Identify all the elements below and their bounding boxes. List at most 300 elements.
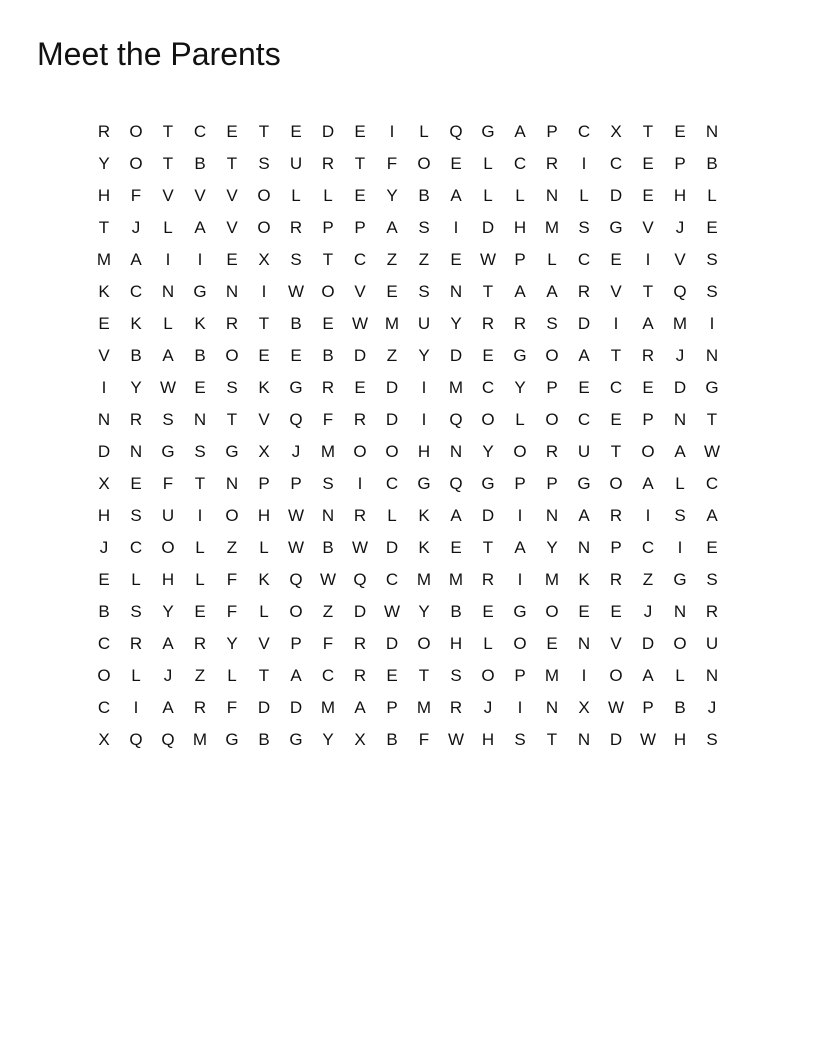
grid-letter: D — [97, 441, 111, 461]
grid-letter: D — [353, 601, 367, 621]
grid-letter: Z — [386, 345, 398, 365]
grid-letter: E — [642, 153, 654, 173]
grid-letter: Q — [353, 569, 367, 589]
grid-letter: A — [450, 185, 462, 205]
grid-letter: D — [577, 313, 591, 333]
grid-letter: X — [258, 249, 270, 269]
grid-letter: N — [449, 441, 463, 461]
grid-letter: C — [641, 537, 655, 557]
grid-letter: C — [353, 249, 367, 269]
grid-letter: M — [416, 697, 432, 717]
grid-letter: M — [416, 569, 432, 589]
grid-letter: F — [226, 697, 238, 717]
grid-letter: Y — [98, 153, 110, 173]
grid-letter: G — [481, 121, 495, 141]
grid-letter: E — [386, 281, 398, 301]
grid-letter: J — [675, 345, 685, 365]
grid-letter: C — [481, 377, 495, 397]
grid-letter: N — [225, 473, 239, 493]
grid-letter: N — [705, 121, 719, 141]
grid-letter: W — [447, 729, 465, 749]
grid-letter: E — [450, 537, 462, 557]
grid-letter: N — [545, 185, 559, 205]
grid-letter: R — [353, 505, 367, 525]
grid-letter: I — [133, 697, 139, 717]
grid-letter: D — [257, 697, 271, 717]
grid-letter: G — [225, 729, 239, 749]
grid-letter: O — [257, 217, 271, 237]
grid-letter: W — [607, 697, 625, 717]
grid-letter: W — [287, 505, 305, 525]
grid-letter: Q — [289, 569, 303, 589]
grid-letter: I — [645, 249, 651, 269]
grid-letter: C — [577, 409, 591, 429]
grid-letter: B — [290, 313, 302, 333]
grid-letter: Y — [162, 601, 174, 621]
grid-letter: I — [581, 665, 587, 685]
grid-letter: A — [642, 313, 654, 333]
grid-letter: G — [577, 473, 591, 493]
grid-letter: R — [609, 569, 623, 589]
grid-letter: X — [98, 473, 110, 493]
grid-letter: N — [449, 281, 463, 301]
grid-letter: L — [195, 537, 205, 557]
grid-letter: E — [482, 345, 494, 365]
grid-letter: L — [227, 665, 237, 685]
grid-letter: B — [386, 729, 398, 749]
grid-letter: T — [610, 345, 622, 365]
grid-letter: E — [194, 601, 206, 621]
grid-letter: O — [289, 601, 303, 621]
grid-letter: U — [705, 633, 719, 653]
grid-letter: A — [386, 217, 398, 237]
grid-letter: I — [197, 249, 203, 269]
grid-letter: E — [610, 601, 622, 621]
grid-letter: D — [385, 633, 399, 653]
grid-letter: V — [610, 633, 622, 653]
grid-letter: M — [544, 569, 560, 589]
grid-letter: H — [161, 569, 175, 589]
grid-letter: O — [481, 409, 495, 429]
grid-letter: A — [450, 505, 462, 525]
grid-letter: J — [675, 217, 685, 237]
grid-letter: W — [159, 377, 177, 397]
grid-letter: D — [609, 729, 623, 749]
grid-letter: C — [129, 537, 143, 557]
grid-letter: O — [545, 409, 559, 429]
grid-letter: K — [98, 281, 110, 301]
grid-letter: T — [642, 121, 654, 141]
grid-letter: L — [163, 313, 173, 333]
grid-letter: C — [385, 473, 399, 493]
grid-letter: N — [577, 537, 591, 557]
grid-letter: U — [417, 313, 431, 333]
grid-letter: I — [613, 313, 619, 333]
grid-letter: J — [291, 441, 301, 461]
grid-letter: Y — [418, 601, 430, 621]
grid-letter: X — [578, 697, 590, 717]
grid-letter: O — [385, 441, 399, 461]
grid-letter: T — [354, 153, 366, 173]
grid-letter: I — [165, 249, 171, 269]
grid-letter: A — [514, 281, 526, 301]
grid-letter: A — [162, 345, 174, 365]
grid-letter: D — [481, 505, 495, 525]
grid-letter: J — [99, 537, 109, 557]
grid-letter: D — [353, 345, 367, 365]
grid-letter: P — [514, 473, 526, 493]
grid-letter: O — [513, 633, 527, 653]
grid-letter: C — [321, 665, 335, 685]
grid-letter: N — [705, 345, 719, 365]
grid-letter: B — [130, 345, 142, 365]
grid-letter: O — [673, 633, 687, 653]
grid-letter: R — [609, 505, 623, 525]
grid-letter: T — [162, 121, 174, 141]
grid-letter: L — [483, 185, 493, 205]
grid-letter: T — [546, 729, 558, 749]
grid-letter: T — [418, 665, 430, 685]
grid-letter: W — [479, 249, 497, 269]
grid-letter: E — [354, 121, 366, 141]
grid-letter: P — [546, 377, 558, 397]
grid-letter: O — [481, 665, 495, 685]
grid-letter: L — [675, 473, 685, 493]
grid-letter: I — [197, 505, 203, 525]
grid-letter: A — [290, 665, 302, 685]
grid-letter: B — [98, 601, 110, 621]
grid-letter: S — [258, 153, 270, 173]
grid-letter: D — [385, 377, 399, 397]
grid-letter: R — [353, 409, 367, 429]
grid-letter: T — [258, 313, 270, 333]
grid-letter: I — [389, 121, 395, 141]
grid-letter: P — [354, 217, 366, 237]
grid-letter: G — [481, 473, 495, 493]
grid-letter: L — [515, 409, 525, 429]
grid-letter: E — [322, 313, 334, 333]
grid-letter: V — [194, 185, 206, 205]
grid-letter: I — [261, 281, 267, 301]
grid-letter: G — [193, 281, 207, 301]
grid-letter: P — [546, 121, 558, 141]
grid-letter: A — [162, 633, 174, 653]
grid-letter: R — [289, 217, 303, 237]
grid-letter: P — [674, 153, 686, 173]
grid-letter: L — [195, 569, 205, 589]
grid-letter: N — [673, 601, 687, 621]
grid-letter: F — [226, 569, 238, 589]
grid-letter: R — [545, 441, 559, 461]
grid-letter: O — [225, 505, 239, 525]
grid-letter: R — [545, 153, 559, 173]
grid-letter: C — [385, 569, 399, 589]
page-title: Meet the Parents — [37, 36, 281, 72]
grid-letter: G — [161, 441, 175, 461]
grid-letter: E — [578, 601, 590, 621]
grid-letter: D — [321, 121, 335, 141]
grid-letter: S — [130, 505, 142, 525]
grid-letter: V — [226, 217, 238, 237]
grid-letter: L — [515, 185, 525, 205]
grid-letter: R — [97, 121, 111, 141]
grid-letter: O — [353, 441, 367, 461]
grid-letter: L — [707, 185, 717, 205]
grid-letter: A — [162, 697, 174, 717]
grid-letter: S — [546, 313, 558, 333]
grid-letter: H — [449, 633, 463, 653]
grid-letter: F — [418, 729, 430, 749]
grid-letter: F — [386, 153, 398, 173]
grid-letter: P — [642, 409, 654, 429]
grid-letter: I — [101, 377, 107, 397]
grid-letter: V — [258, 633, 270, 653]
grid-letter: R — [225, 313, 239, 333]
grid-letter: C — [97, 697, 111, 717]
grid-letter: Q — [161, 729, 175, 749]
grid-letter: S — [322, 473, 334, 493]
grid-letter: G — [513, 345, 527, 365]
grid-letter: B — [322, 345, 334, 365]
grid-letter: L — [163, 217, 173, 237]
grid-letter: R — [129, 409, 143, 429]
grid-letter: M — [672, 313, 688, 333]
grid-letter: S — [226, 377, 238, 397]
grid-letter: N — [193, 409, 207, 429]
grid-letter: L — [131, 569, 141, 589]
grid-letter: L — [259, 601, 269, 621]
grid-letter: L — [323, 185, 333, 205]
grid-letter: J — [131, 217, 141, 237]
grid-letter: A — [130, 249, 142, 269]
grid-letter: N — [545, 697, 559, 717]
grid-letter: A — [546, 281, 558, 301]
grid-letter: B — [322, 537, 334, 557]
grid-letter: C — [705, 473, 719, 493]
grid-letter: I — [581, 153, 587, 173]
grid-letter: E — [354, 377, 366, 397]
grid-letter: K — [578, 569, 590, 589]
grid-letter: G — [417, 473, 431, 493]
grid-letter: W — [287, 281, 305, 301]
grid-letter: I — [517, 505, 523, 525]
grid-letter: U — [161, 505, 175, 525]
grid-letter: R — [353, 633, 367, 653]
grid-letter: O — [129, 153, 143, 173]
grid-letter: N — [97, 409, 111, 429]
grid-letter: T — [258, 665, 270, 685]
grid-letter: N — [673, 409, 687, 429]
grid-letter: T — [482, 281, 494, 301]
grid-letter: O — [417, 153, 431, 173]
grid-letter: H — [97, 505, 111, 525]
grid-letter: N — [577, 729, 591, 749]
grid-letter: P — [290, 633, 302, 653]
grid-letter: W — [703, 441, 721, 461]
grid-letter: O — [417, 633, 431, 653]
grid-letter: C — [577, 121, 591, 141]
grid-letter: H — [417, 441, 431, 461]
grid-letter: R — [193, 633, 207, 653]
grid-letter: E — [258, 345, 270, 365]
grid-letter: Z — [418, 249, 430, 269]
grid-letter: R — [321, 153, 335, 173]
grid-letter: A — [514, 121, 526, 141]
grid-letter: B — [450, 601, 462, 621]
grid-letter: Y — [130, 377, 142, 397]
grid-letter: M — [544, 665, 560, 685]
grid-letter: O — [129, 121, 143, 141]
grid-letter: W — [287, 537, 305, 557]
grid-letter: T — [98, 217, 110, 237]
grid-letter: E — [226, 121, 238, 141]
grid-letter: E — [98, 569, 110, 589]
grid-letter: S — [578, 217, 590, 237]
grid-letter: G — [225, 441, 239, 461]
grid-letter: X — [258, 441, 270, 461]
grid-letter: E — [354, 185, 366, 205]
grid-letter: Y — [226, 633, 238, 653]
grid-letter: G — [289, 377, 303, 397]
grid-letter: J — [643, 601, 653, 621]
grid-letter: D — [673, 377, 687, 397]
grid-letter: M — [448, 377, 464, 397]
grid-letter: O — [97, 665, 111, 685]
grid-letter: X — [610, 121, 622, 141]
grid-letter: V — [258, 409, 270, 429]
grid-letter: H — [97, 185, 111, 205]
grid-letter: G — [513, 601, 527, 621]
grid-letter: Z — [642, 569, 654, 589]
grid-letter: J — [707, 697, 717, 717]
grid-letter: D — [385, 537, 399, 557]
grid-letter: H — [673, 185, 687, 205]
grid-letter: D — [641, 633, 655, 653]
grid-letter: F — [322, 409, 334, 429]
grid-letter: I — [453, 217, 459, 237]
grid-letter: V — [98, 345, 110, 365]
grid-letter: Q — [449, 409, 463, 429]
grid-letter: C — [193, 121, 207, 141]
grid-letter: K — [258, 377, 270, 397]
grid-letter: M — [96, 249, 112, 269]
grid-letter: E — [98, 313, 110, 333]
grid-letter: F — [130, 185, 142, 205]
grid-letter: S — [514, 729, 526, 749]
grid-letter: T — [482, 537, 494, 557]
grid-letter: M — [192, 729, 208, 749]
grid-letter: R — [321, 377, 335, 397]
grid-letter: O — [257, 185, 271, 205]
grid-letter: C — [609, 377, 623, 397]
grid-letter: O — [225, 345, 239, 365]
grid-letter: I — [421, 409, 427, 429]
grid-letter: K — [194, 313, 206, 333]
grid-letter: O — [321, 281, 335, 301]
grid-letter: R — [481, 569, 495, 589]
grid-letter: W — [351, 537, 369, 557]
grid-letter: C — [97, 633, 111, 653]
grid-letter: E — [290, 345, 302, 365]
grid-letter: E — [706, 217, 718, 237]
grid-letter: E — [610, 249, 622, 269]
grid-letter: Q — [289, 409, 303, 429]
grid-letter: T — [706, 409, 718, 429]
grid-letter: I — [421, 377, 427, 397]
grid-letter: T — [322, 249, 334, 269]
grid-letter: E — [450, 249, 462, 269]
grid-letter: S — [418, 217, 430, 237]
grid-letter: Q — [673, 281, 687, 301]
grid-letter: H — [257, 505, 271, 525]
grid-letter: E — [130, 473, 142, 493]
grid-letter: R — [353, 665, 367, 685]
grid-letter: Q — [129, 729, 143, 749]
grid-letter: O — [545, 601, 559, 621]
grid-letter: M — [384, 313, 400, 333]
grid-letter: M — [448, 569, 464, 589]
grid-letter: T — [610, 441, 622, 461]
grid-letter: R — [577, 281, 591, 301]
grid-letter: O — [609, 473, 623, 493]
grid-letter: L — [131, 665, 141, 685]
grid-letter: L — [675, 665, 685, 685]
grid-letter: I — [357, 473, 363, 493]
grid-letter: D — [385, 409, 399, 429]
grid-letter: V — [674, 249, 686, 269]
grid-letter: P — [610, 537, 622, 557]
grid-letter: X — [354, 729, 366, 749]
grid-letter: Y — [386, 185, 398, 205]
grid-letter: S — [418, 281, 430, 301]
grid-letter: T — [226, 409, 238, 429]
grid-letter: V — [642, 217, 654, 237]
grid-letter: S — [450, 665, 462, 685]
grid-letter: G — [673, 569, 687, 589]
grid-letter: W — [351, 313, 369, 333]
grid-letter: I — [517, 697, 523, 717]
grid-letter: R — [513, 313, 527, 333]
grid-letter: E — [642, 377, 654, 397]
grid-letter: D — [609, 185, 623, 205]
grid-letter: S — [706, 729, 718, 749]
grid-letter: U — [577, 441, 591, 461]
grid-letter: A — [578, 345, 590, 365]
grid-letter: A — [194, 217, 206, 237]
grid-letter: J — [483, 697, 493, 717]
grid-letter: L — [419, 121, 429, 141]
grid-letter: L — [291, 185, 301, 205]
grid-letter: T — [194, 473, 206, 493]
grid-letter: L — [483, 633, 493, 653]
grid-letter: Z — [194, 665, 206, 685]
grid-letter: C — [129, 281, 143, 301]
grid-letter: R — [641, 345, 655, 365]
grid-letter: N — [545, 505, 559, 525]
grid-letter: K — [418, 505, 430, 525]
grid-letter: W — [639, 729, 657, 749]
grid-letter: H — [673, 729, 687, 749]
grid-letter: A — [354, 697, 366, 717]
grid-letter: M — [320, 441, 336, 461]
grid-letter: R — [705, 601, 719, 621]
grid-letter: G — [705, 377, 719, 397]
grid-letter: A — [642, 473, 654, 493]
grid-letter: D — [481, 217, 495, 237]
grid-letter: E — [642, 185, 654, 205]
grid-letter: Q — [449, 473, 463, 493]
grid-letter: E — [450, 153, 462, 173]
